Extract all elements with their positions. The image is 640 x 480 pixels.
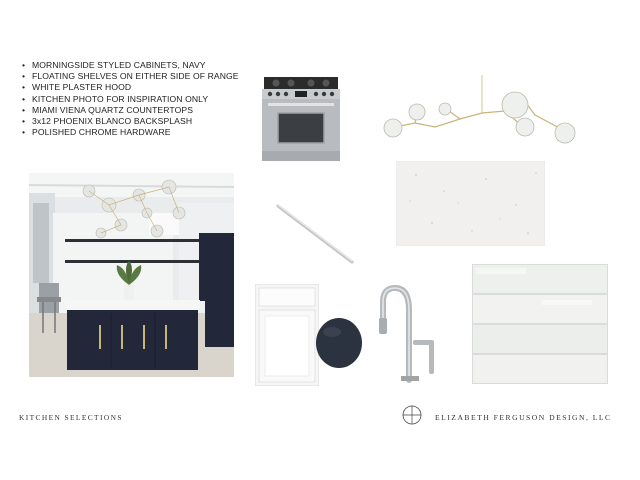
board-title: KITCHEN SELECTIONS — [19, 413, 123, 422]
monogram-icon — [402, 405, 422, 425]
navy-paint-swatch — [314, 316, 364, 370]
chandelier-photo — [375, 75, 580, 147]
range-oven-photo — [262, 75, 340, 161]
selection-notes — [22, 60, 239, 138]
cabinet-door-sample — [255, 284, 319, 386]
note-item: • MIAMI VIENA QUARTZ COUNTERTOPS — [22, 105, 239, 116]
note-item: • MORNINGSIDE STYLED CABINETS, NAVY — [22, 60, 239, 71]
faucet-photo — [377, 280, 443, 384]
note-item: • 3x12 PHOENIX BLANCO BACKSPLASH — [22, 116, 239, 127]
note-item: • FLOATING SHELVES ON EITHER SIDE OF RANGE — [22, 71, 239, 82]
designer-name: ELIZABETH FERGUSON DESIGN, LLC — [435, 413, 612, 422]
note-item: • KITCHEN PHOTO FOR INSPIRATION ONLY — [22, 94, 239, 105]
quartz-countertop-swatch — [396, 161, 545, 246]
note-item: • WHITE PLASTER HOOD — [22, 82, 239, 93]
note-item: • POLISHED CHROME HARDWARE — [22, 127, 239, 138]
cabinet-pull-hardware — [272, 200, 358, 270]
backsplash-tile-sample — [472, 264, 608, 384]
kitchen-inspiration-photo — [29, 173, 234, 377]
